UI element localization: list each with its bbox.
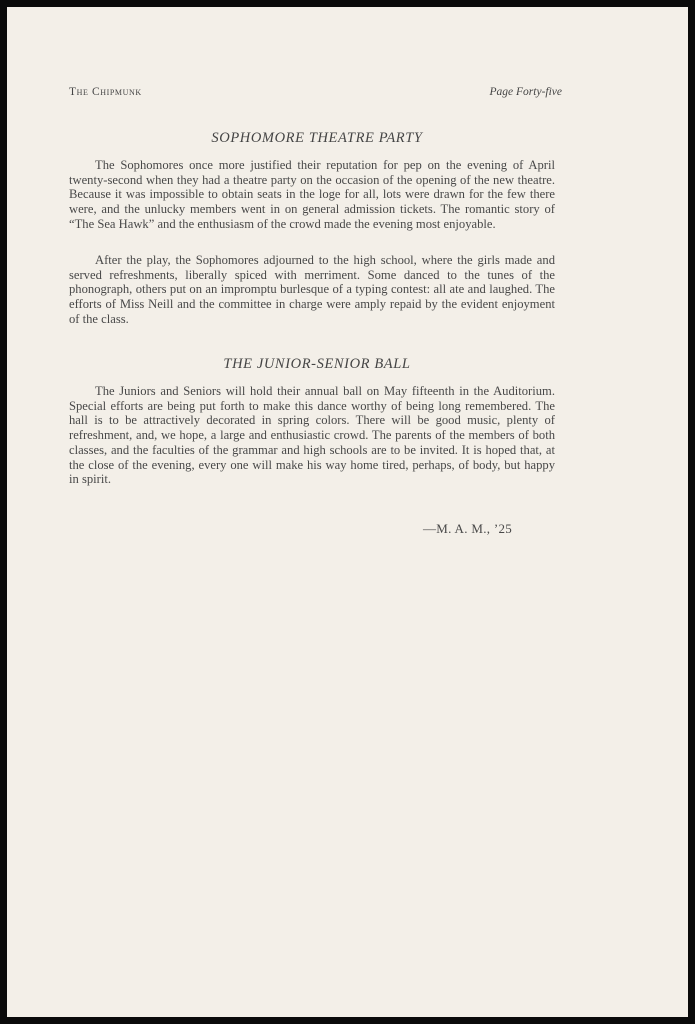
- author-signature: —M. A. M., ’25: [423, 521, 513, 536]
- section-title-junior-senior-ball: THE JUNIOR-SENIOR BALL: [223, 356, 411, 372]
- paragraph-theatre-party-2: After the play, the Sophomores adjourned to the high school, where the girls made and served refreshments, liberally spiced with merriment. Some danced to the tunes of the phonograph, others put on an impromptu burlesque of a typing contest: all ate and laughed. The efforts of Miss Neill and the committee in charge were amply repaid by the evident enjoyment of the class.: [69, 253, 555, 326]
- section-title-sophomore-theatre-party: SOPHOMORE THEATRE PARTY: [211, 130, 423, 146]
- page: [7, 7, 688, 1017]
- page-number: Page Forty-five: [489, 86, 562, 98]
- paragraph-theatre-party-1: The Sophomores once more justified their reputation for pep on the evening of April twenty-second when they had a theatre party on the occasion of the opening of the new theatre. Because it was impossible to obtain seats in the loge for all, lots were drawn for the few there were, and the unlucky members went in on general admission tickets. The romantic story of “The Sea Hawk” and the enthusiasm of the crowd made the evening most enjoyable.: [69, 158, 555, 231]
- paragraph-junior-senior-ball: The Juniors and Seniors will hold their annual ball on May fifteenth in the Auditorium. Special efforts are being put forth to make this dance worthy of being long remembered. The hall is to be attractively decorated in spring colors. There will be good music, plenty of refreshment, and, we hope, a large and enthusiastic crowd. The parents of the members of both classes, and the faculties of the grammar and high schools are to be invited. It is hoped that, at the close of the evening, every one will make his way home tired, perhaps, of body, but happy in spirit.: [69, 384, 555, 487]
- publication-title: The Chipmunk: [69, 86, 142, 98]
